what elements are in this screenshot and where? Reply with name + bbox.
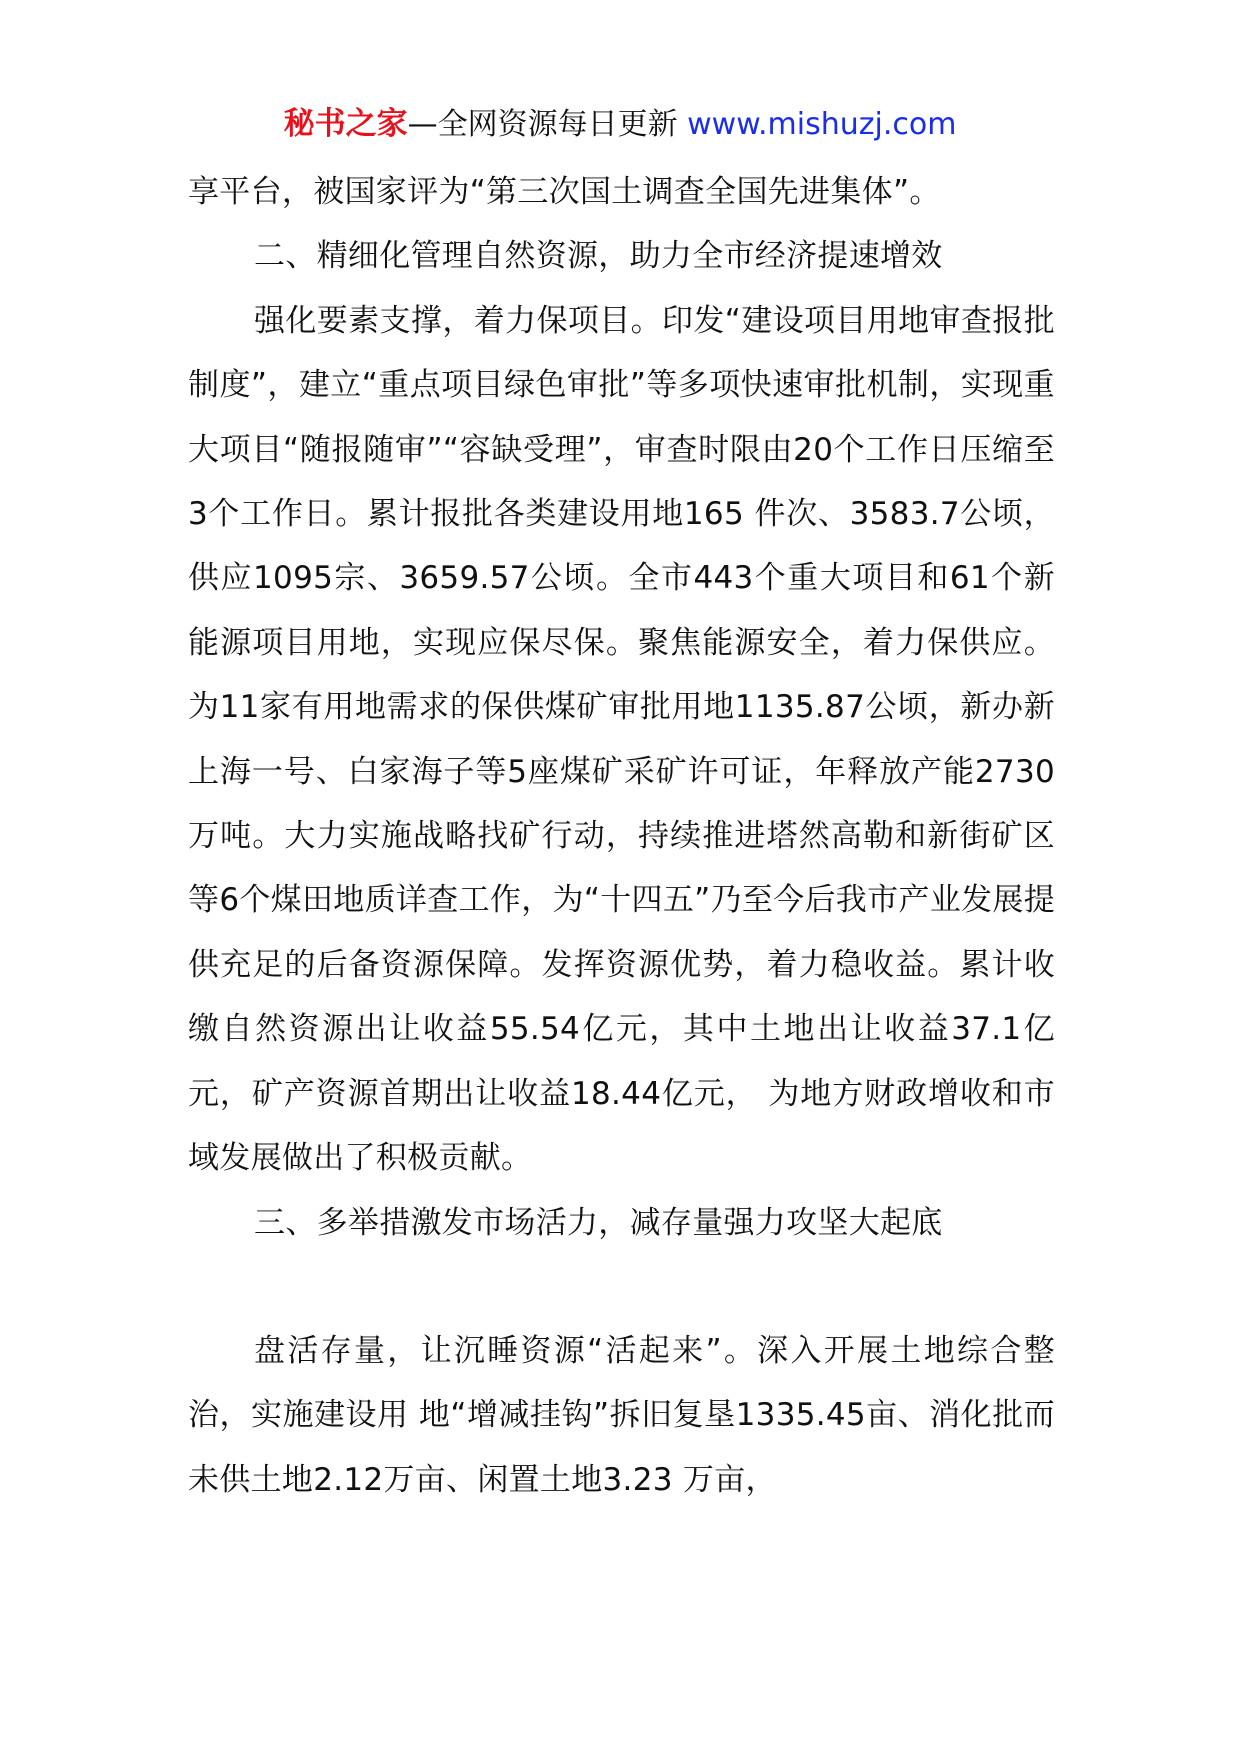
- paragraph-revitalize-stock: 盘活存量，让沉睡资源“活起来”。深入开展土地综合整治，实施建设用 地“增减挂钩”拆旧复垦1335.45亩、消化批而未供土地2.12万亩、闲置土地3.23 万亩，: [188, 1332, 1055, 1498]
- section-heading-2: 二、精细化管理自然资源，助力全市经济提速增效: [254, 238, 943, 275]
- section-heading-3: 三、多举措激发市场活力，减存量强力攻坚大起底: [254, 1204, 943, 1241]
- paragraph-resource-management: 强化要素支撑，着力保项目。印发“建设项目用地审查报批制度”，建立“重点项目绿色审批”等多项快速审批机制，实现重大项目“随报随审”“容缺受理”，审查时限由20个工作日压缩至3个工作日。累计报批各类建设用地165 件次、3583.7公顷，供应1095宗、3659.57公顷。全市443个重大项目和61个新能源项目用地，实现应保尽保。聚焦能源安全，着力保供应。为11家有用地需求的保供煤矿审批用地1135.87公顷，新办新上海一号、白家海子等5座煤矿采矿许可证，年释放产能2730万吨。大力实施战略找矿行动，持续推进塔然高勒和新街矿区等6个煤田地质详查工作，为“十四五”乃至今后我市产业发展提供充足的后备资源保障。发挥资源优势，着力稳收益。累计收缴自然资源出让收益55.54亿元，其中土地出让收益37.1亿元，矿产资源首期出让收益18.44亿元， 为地方财政增收和市域发展做出了积极贡献。: [188, 302, 1055, 1177]
- page-header: [0, 104, 1240, 145]
- site-link[interactable]: www.mishuzj.com: [687, 107, 957, 142]
- paragraph-continuation: 享平台，被国家评为“第三次国土调查全国先进集体”。: [188, 174, 941, 210]
- paragraph-gap: [188, 1255, 1055, 1319]
- header-tagline: —全网资源每日更新: [407, 107, 678, 142]
- document-body: [188, 160, 1055, 1512]
- brand-name: 秘书之家: [283, 106, 408, 142]
